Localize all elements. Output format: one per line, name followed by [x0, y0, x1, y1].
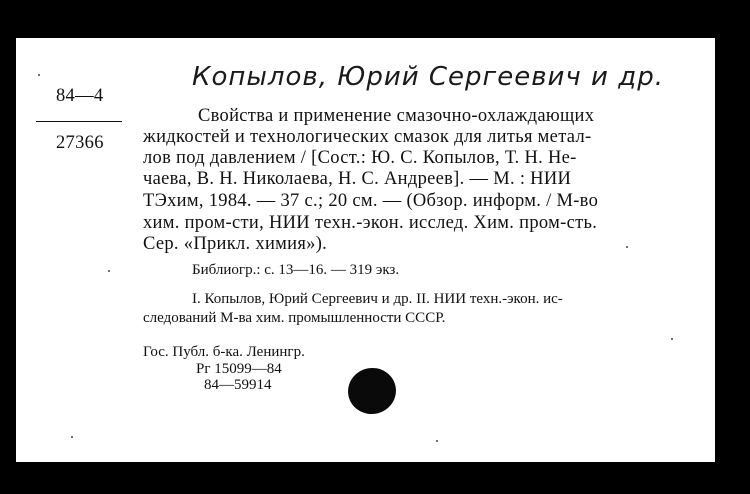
- library-line-2: Рг 15099—84: [196, 361, 282, 377]
- accession-number: 27366: [56, 133, 104, 153]
- speck: [38, 74, 40, 76]
- title-line-5: ТЭхим, 1984. — 37 с.; 20 см. — (Обзор. информ. / М-во: [143, 191, 599, 211]
- title-line-4: чаева, В. Н. Николаева, Н. С. Андреев]. — М. : НИИ: [143, 169, 572, 189]
- bibliography-note: Библиогр.: с. 13—16. — 319 экз.: [192, 262, 400, 278]
- speck: [671, 338, 673, 340]
- tracing-line-1: I. Копылов, Юрий Сергеевич и др. II. НИИ техн.-экон. ис-: [192, 291, 563, 307]
- title-line-2: жидкостей и технологических смазок для литья метал-: [143, 127, 592, 147]
- title-line-3: лов под давлением / [Сост.: Ю. С. Копылов, Т. Н. Не-: [143, 148, 577, 168]
- class-number: 84—4: [56, 86, 104, 106]
- speck: [108, 270, 110, 272]
- title-line-1: Свойства и применение смазочно-охлаждающих: [198, 106, 595, 126]
- handwritten-author: Копылов, Юрий Сергеевич и др.: [192, 62, 664, 92]
- speck: [436, 440, 438, 442]
- library-line-1: Гос. Публ. б-ка. Ленингр.: [143, 344, 305, 360]
- title-line-7: Сер. «Прикл. химия»).: [143, 234, 328, 254]
- title-line-6: хим. пром-сти, НИИ техн.-экон. исслед. Хим. пром-сть.: [143, 213, 598, 233]
- speck: [626, 246, 628, 248]
- catalog-card: [16, 38, 715, 462]
- library-line-3: 84—59914: [204, 377, 272, 393]
- class-divider: [36, 121, 122, 122]
- tracing-line-2: следований М-ва хим. промышленности СССР.: [143, 310, 446, 326]
- ink-blot: [344, 364, 401, 419]
- speck: [71, 436, 73, 438]
